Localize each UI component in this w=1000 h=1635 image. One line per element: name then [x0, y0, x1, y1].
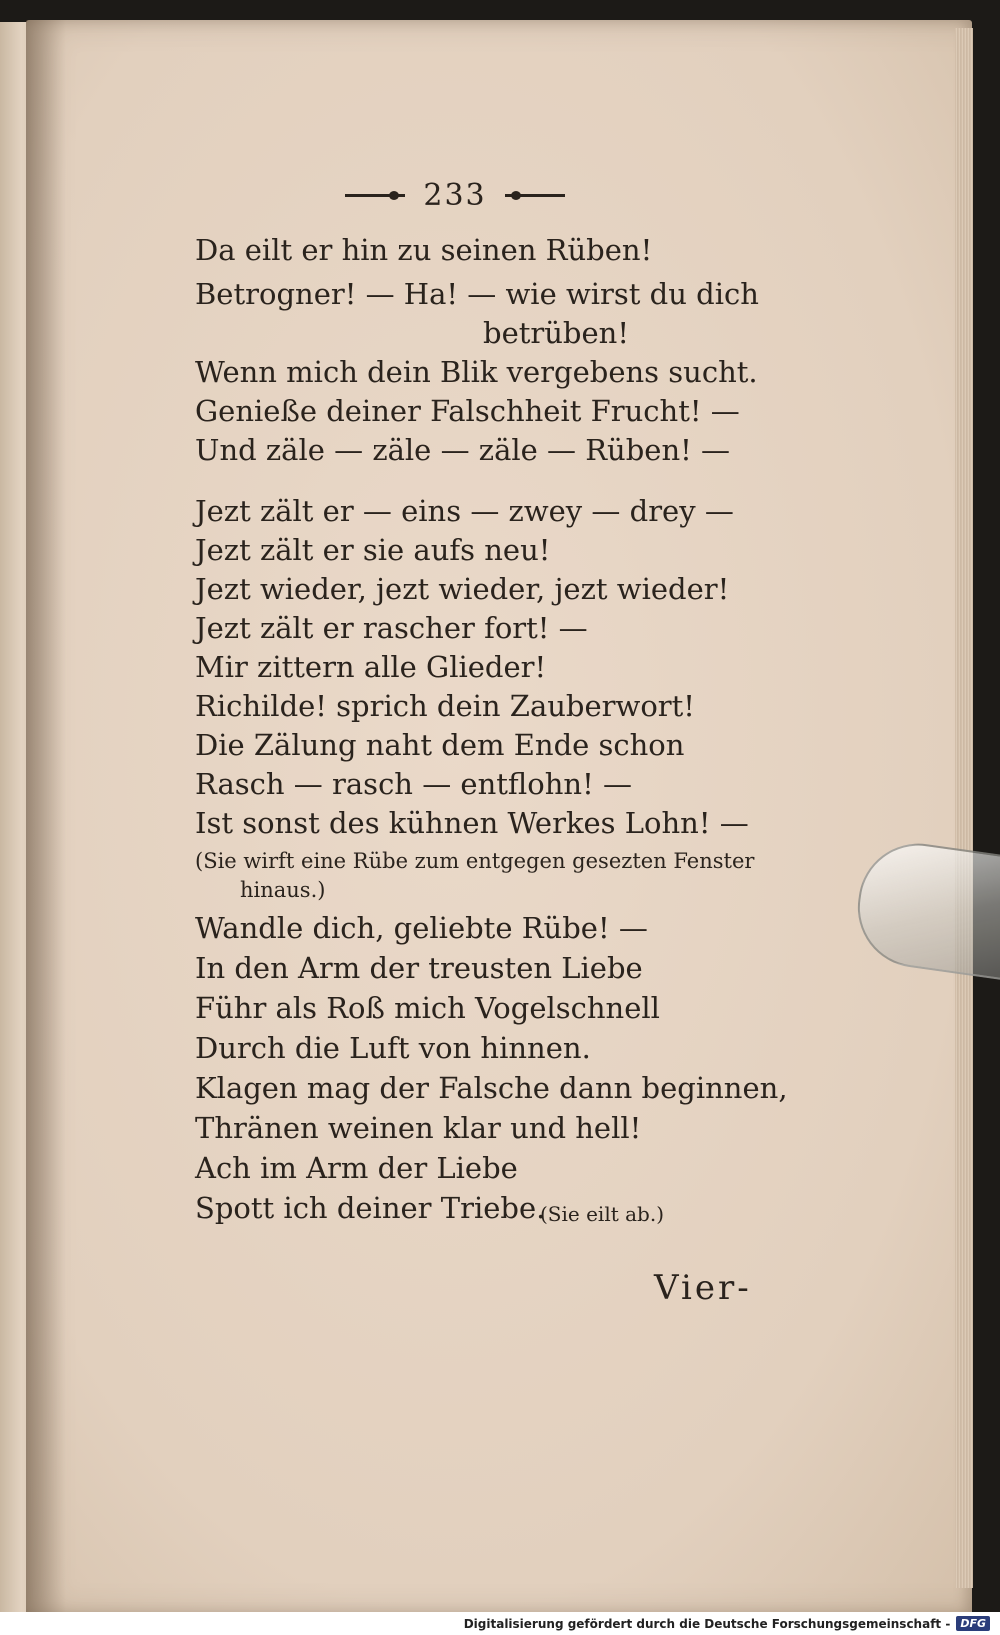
verse-line: Rasch — rasch — entflohn! — [195, 767, 632, 801]
verse-line: Die Zälung naht dem Ende schon [195, 728, 685, 762]
verse-line-runover: betrüben! [483, 316, 629, 350]
verse-line: Richilde! sprich dein Zauberwort! [195, 689, 695, 723]
stage-direction: (Sie wirft eine Rübe zum entgegen gesezten Fenster [195, 849, 755, 873]
verse-line: Wenn mich dein Blik vergebens sucht. [195, 355, 758, 389]
verse-line: Ist sonst des kühnen Werkes Lohn! — [195, 806, 749, 840]
verse-line: In den Arm der treusten Liebe [195, 951, 643, 985]
stage-direction: (Sie eilt ab.) [540, 1202, 665, 1226]
verse-line: Führ als Roß mich Vogelschnell [195, 991, 660, 1025]
verse-line: Durch die Luft von hinnen. [195, 1031, 591, 1065]
ornament-rule-right [505, 194, 565, 197]
gutter-shadow [26, 20, 66, 1615]
catchword: Vier- [654, 1268, 752, 1308]
running-head [305, 175, 605, 215]
verse-line: Thränen weinen klar und hell! [195, 1111, 642, 1145]
verse-line: Jezt zält er sie aufs neu! [195, 533, 551, 567]
verse-line: Betrogner! — Ha! — wie wirst du dich [195, 277, 759, 311]
dfg-logo: DFG [956, 1616, 990, 1631]
verse-line: Wandle dich, geliebte Rübe! — [195, 911, 648, 945]
page-block-edges [955, 28, 973, 1588]
verse-line: Klagen mag der Falsche dann beginnen, [195, 1071, 788, 1105]
verse-line: Ach im Arm der Liebe [195, 1151, 518, 1185]
digitization-footer [0, 1612, 1000, 1635]
ornament-rule-left [345, 194, 405, 197]
verse-line: Mir zittern alle Glieder! [195, 650, 547, 684]
stage-direction-continued: hinaus.) [240, 878, 326, 902]
verse-line: Genieße deiner Falschheit Frucht! — [195, 394, 740, 428]
verse-line: Jezt wieder, jezt wieder, jezt wieder! [195, 572, 730, 606]
verse-line: Jezt zält er — eins — zwey — drey — [195, 494, 734, 528]
page-number: 233 [423, 177, 487, 213]
verse-line: Und zäle — zäle — zäle — Rüben! — [195, 433, 731, 467]
verse-line: Jezt zält er rascher fort! — [195, 611, 588, 645]
footer-credit: Digitalisierung gefördert durch die Deutsche Forschungsgemeinschaft - [463, 1616, 951, 1631]
verse-line: Spott ich deiner Triebe. [195, 1191, 546, 1225]
verse-line: Da eilt er hin zu seinen Rüben! [195, 233, 653, 267]
